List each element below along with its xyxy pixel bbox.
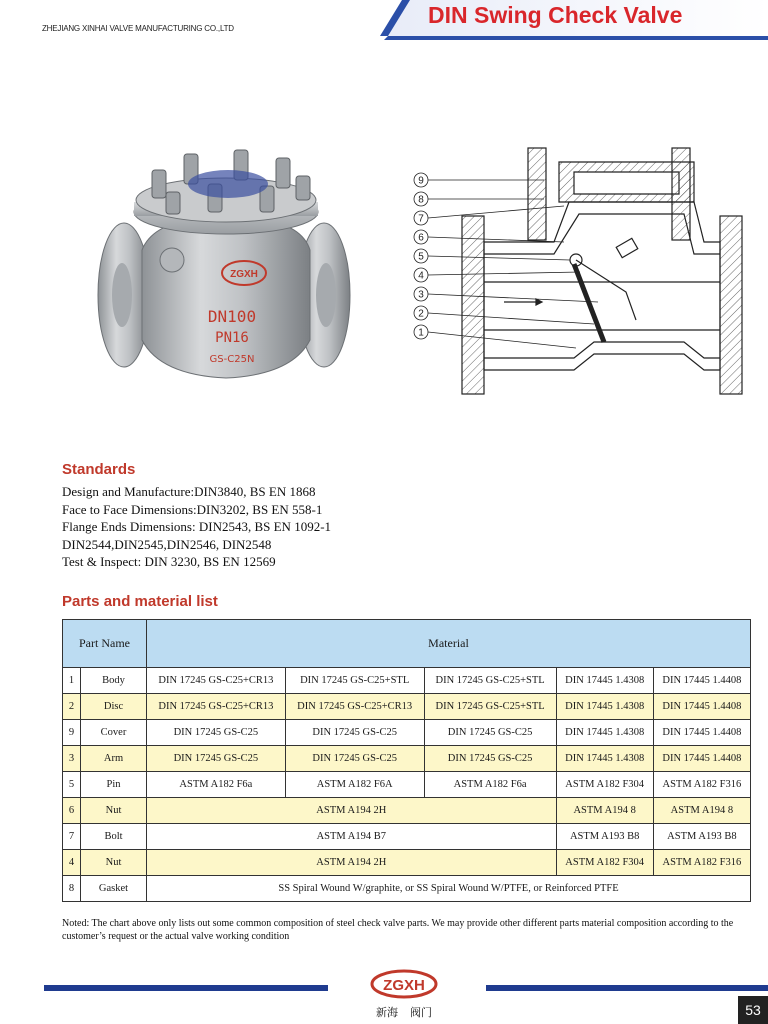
photo-size-text: DN100	[207, 307, 257, 326]
row-number: 8	[63, 876, 81, 902]
footnote: Noted: The chart above only lists out some common composition of steel check valve parts. We may provide other different parts material composition according to the customer’s request or the actual valve working condition	[62, 918, 734, 942]
page-number: 53	[738, 996, 768, 1024]
table-row	[63, 772, 751, 798]
row-material: ASTM A194 8	[556, 798, 653, 824]
row-material: DIN 17445 1.4408	[653, 668, 750, 694]
standard-line: Design and Manufacture:DIN3840, BS EN 1868	[62, 484, 316, 499]
standard-line: Face to Face Dimensions:DIN3202, BS EN 558-1	[62, 501, 323, 517]
row-material: DIN 17245 GS-C25+STL	[285, 668, 424, 694]
photo-material-text: GS-C25N	[209, 354, 255, 365]
row-part-name: Disc	[81, 694, 147, 720]
table-row	[63, 798, 751, 824]
footer-logo	[362, 966, 446, 1022]
row-part-name: Arm	[81, 746, 147, 772]
row-number: 9	[63, 720, 81, 746]
row-material: ASTM A182 F6a	[147, 772, 286, 798]
row-part-name: Gasket	[81, 876, 147, 902]
row-material: ASTM A182 F316	[653, 850, 750, 876]
row-material: DIN 17245 GS-C25+CR13	[147, 668, 286, 694]
row-material: DIN 17245 GS-C25	[424, 746, 556, 772]
row-material: DIN 17445 1.4308	[556, 746, 653, 772]
row-number: 7	[63, 824, 81, 850]
valve-photo	[92, 140, 360, 400]
footer-rule-right	[486, 985, 768, 991]
callout-label: 2	[418, 308, 424, 320]
row-material: ASTM A182 F304	[556, 772, 653, 798]
parts-title: Parts and material list	[62, 593, 218, 610]
table-row	[63, 694, 751, 720]
row-material: DIN 17445 1.4308	[556, 694, 653, 720]
page-title: DIN Swing Check Valve	[428, 2, 683, 28]
callout-label: 5	[418, 251, 424, 263]
table-row	[63, 850, 751, 876]
row-number: 1	[63, 668, 81, 694]
table-row	[63, 876, 751, 902]
row-material: DIN 17445 1.4308	[556, 668, 653, 694]
row-material: DIN 17245 GS-C25+STL	[424, 694, 556, 720]
parts-table	[62, 619, 751, 902]
row-part-name: Nut	[81, 798, 147, 824]
callout-label: 9	[418, 175, 424, 187]
row-material: ASTM A194 2H	[147, 850, 557, 876]
row-part-name: Bolt	[81, 824, 147, 850]
row-material: DIN 17245 GS-C25	[285, 720, 424, 746]
callout-label: 4	[418, 270, 424, 282]
row-material: DIN 17445 1.4408	[653, 694, 750, 720]
row-material: SS Spiral Wound W/graphite, or SS Spiral Wound W/PTFE, or Reinforced PTFE	[147, 876, 751, 902]
row-material: ASTM A194 B7	[147, 824, 557, 850]
table-row	[63, 746, 751, 772]
table-row	[63, 668, 751, 694]
row-material: DIN 17245 GS-C25	[285, 746, 424, 772]
row-material: ASTM A193 B8	[556, 824, 653, 850]
company-name: ZHEJIANG XINHAI VALVE MANUFACTURING CO.,LTD	[42, 24, 234, 33]
row-number: 4	[63, 850, 81, 876]
footer-logo-cn-right: 阀门	[410, 1006, 432, 1019]
callout-label: 1	[418, 327, 424, 339]
standard-line: Test & Inspect: DIN 3230, BS EN 12569	[62, 554, 276, 569]
row-part-name: Pin	[81, 772, 147, 798]
cross-section-drawing	[404, 142, 756, 398]
row-material: ASTM A193 B8	[653, 824, 750, 850]
row-material: ASTM A182 F6a	[424, 772, 556, 798]
standard-line: DIN2544,DIN2545,DIN2546, DIN2548	[62, 536, 272, 552]
footer-logo-text: ZGXH	[383, 977, 425, 994]
callout-label: 3	[418, 289, 424, 301]
standard-line: Flange Ends Dimensions: DIN2543, BS EN 1092-1	[62, 519, 332, 534]
row-number: 6	[63, 798, 81, 824]
row-material: DIN 17245 GS-C25+CR13	[147, 694, 286, 720]
photo-logo-text: ZGXH	[230, 269, 258, 280]
row-material: ASTM A182 F304	[556, 850, 653, 876]
photo-pressure-text: PN16	[215, 330, 249, 346]
table-row	[63, 824, 751, 850]
row-part-name: Nut	[81, 850, 147, 876]
standards-title: Standards	[62, 461, 136, 478]
row-material: DIN 17245 GS-C25+STL	[424, 668, 556, 694]
row-material: DIN 17245 GS-C25+CR13	[285, 694, 424, 720]
footer-logo-cn-left: 新海	[376, 1006, 398, 1019]
row-material: DIN 17245 GS-C25	[147, 720, 286, 746]
row-part-name: Body	[81, 668, 147, 694]
table-row	[63, 720, 751, 746]
row-material: ASTM A182 F316	[653, 772, 750, 798]
callout-label: 7	[418, 213, 424, 225]
page-header	[0, 0, 768, 50]
callout-label: 6	[418, 232, 424, 244]
row-number: 3	[63, 746, 81, 772]
row-material: DIN 17445 1.4308	[556, 720, 653, 746]
row-material: DIN 17445 1.4408	[653, 720, 750, 746]
header-material: Material	[147, 620, 751, 668]
row-material: ASTM A182 F6A	[285, 772, 424, 798]
row-material: ASTM A194 2H	[147, 798, 557, 824]
row-number: 5	[63, 772, 81, 798]
footer-rule-left	[44, 985, 328, 991]
row-material: DIN 17445 1.4408	[653, 746, 750, 772]
standards-list	[62, 483, 331, 571]
row-material: DIN 17245 GS-C25	[424, 720, 556, 746]
callout-label: 8	[418, 194, 424, 206]
row-material: DIN 17245 GS-C25	[147, 746, 286, 772]
table-header-row	[63, 620, 751, 668]
row-number: 2	[63, 694, 81, 720]
row-material: ASTM A194 8	[653, 798, 750, 824]
header-part-name: Part Name	[63, 620, 147, 668]
row-part-name: Cover	[81, 720, 147, 746]
